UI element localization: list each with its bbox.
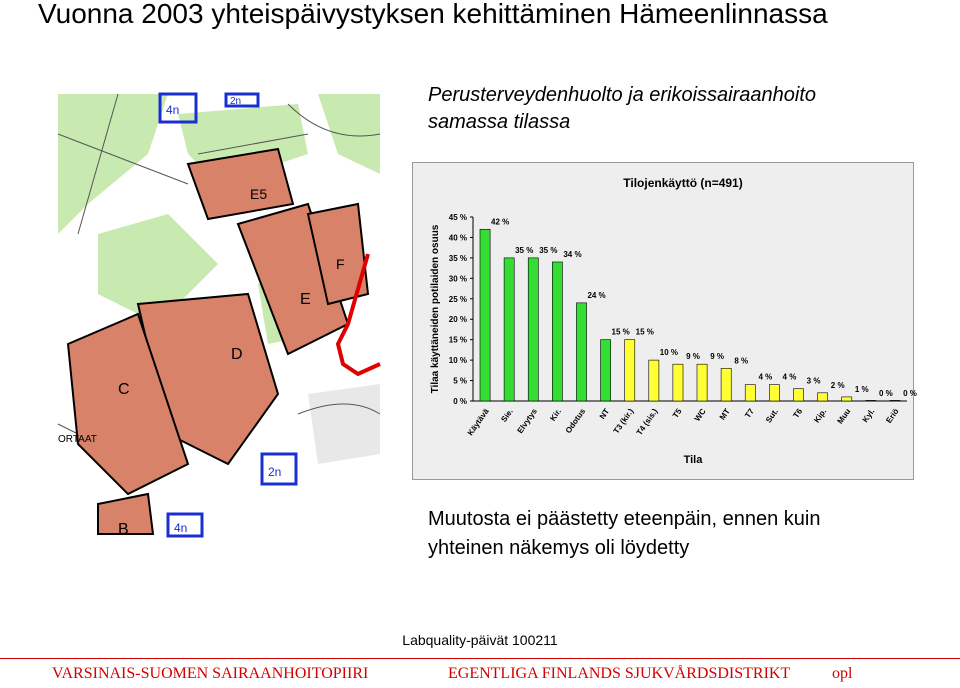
bar	[601, 340, 611, 401]
x-category-label: WC	[692, 406, 708, 424]
x-category-label: Elvytys	[515, 406, 539, 436]
map-side-label: ORTAAT	[58, 434, 97, 445]
x-category-label: NT	[597, 406, 612, 421]
y-tick-label: 5 %	[453, 376, 467, 386]
y-tick-label: 25 %	[448, 294, 467, 304]
bar	[818, 393, 828, 401]
y-tick-label: 0 %	[453, 397, 467, 406]
bar	[721, 368, 731, 401]
bar	[673, 364, 683, 401]
bar	[480, 229, 490, 401]
y-tick-label: 15 %	[448, 335, 467, 345]
bar	[745, 385, 755, 401]
map-label-c: C	[118, 381, 130, 398]
y-tick-label: 20 %	[448, 315, 467, 325]
map-label-f: F	[336, 256, 345, 272]
x-category-label: Sut.	[763, 406, 781, 425]
bar-value-label: 3 %	[806, 376, 821, 386]
map-tag-1: 4n	[166, 103, 180, 117]
x-category-label: Eriö	[884, 406, 901, 425]
slide-subtitle	[428, 82, 908, 136]
x-category-label: MT	[717, 406, 732, 422]
bar-value-label: 0 %	[878, 389, 893, 398]
bar-chart	[413, 163, 917, 479]
y-tick-label: 10 %	[448, 356, 467, 366]
bar-value-label: 4 %	[782, 372, 797, 382]
bar-value-label: 8 %	[734, 356, 749, 366]
bar-value-label: 15 %	[635, 327, 654, 337]
bar-value-label: 42 %	[491, 217, 510, 227]
x-category-label: T5	[670, 406, 684, 420]
footer-left-text: VARSINAIS-SUOMEN SAIRAANHOITOPIIRI	[52, 665, 369, 682]
bar-value-label: 24 %	[587, 290, 606, 300]
hospital-site-map	[58, 94, 380, 538]
note-line-2: yhteinen näkemys oli löydetty	[428, 537, 690, 559]
x-category-label: Sie.	[499, 406, 515, 424]
y-tick-label: 30 %	[448, 274, 467, 284]
map-label-d: D	[231, 346, 243, 363]
bar-value-label: 9 %	[710, 352, 725, 362]
map-tag-3: 2n	[268, 465, 282, 479]
chart-y-axis-label: Tilaa käyttäneiden potilaiden osuus	[430, 224, 441, 394]
chart-title: Tilojenkäyttö (n=491)	[623, 176, 743, 190]
slide-note	[428, 505, 928, 563]
y-tick-label: 40 %	[448, 233, 467, 243]
bar	[842, 397, 852, 401]
x-category-label: Kir.	[548, 406, 564, 423]
parking-area	[308, 384, 380, 464]
bar-value-label: 4 %	[758, 372, 773, 382]
x-category-label: Muu	[835, 406, 853, 426]
bar	[576, 303, 586, 401]
bar	[649, 360, 659, 401]
chart-frame	[412, 162, 917, 480]
bar-value-label: 9 %	[686, 352, 700, 362]
map-label-e5: E5	[250, 186, 268, 202]
y-tick-label: 45 %	[448, 213, 467, 222]
x-category-label: T4 (sis.)	[634, 406, 660, 437]
x-category-label: Käytävä	[465, 406, 491, 438]
bar-value-label: 2 %	[830, 380, 845, 390]
x-category-label: T7	[743, 406, 756, 420]
bar-value-label: 1 %	[854, 384, 869, 394]
bar	[890, 400, 900, 401]
note-line-1: Muutosta ei päästetty eteenpäin, ennen kuin	[428, 508, 821, 530]
x-category-label: Kip.	[812, 406, 829, 425]
map-label-e: E	[300, 291, 311, 308]
bar	[697, 364, 707, 401]
bar	[552, 262, 562, 401]
chart-x-axis-label: Tila	[683, 454, 703, 466]
bar-value-label: 35 %	[539, 245, 558, 255]
bar-value-label: 34 %	[563, 249, 582, 259]
bar-value-label: 0 %	[903, 389, 917, 398]
map-label-b: B	[118, 521, 129, 538]
subtitle-line-2: samassa tilassa	[428, 111, 571, 133]
footer-right-text: opl	[832, 665, 853, 682]
slide-title: Vuonna 2003 yhteispäivystyksen kehittäminen Hämeenlinnassa	[38, 0, 828, 29]
bar	[769, 385, 779, 401]
subtitle-line-1: Perusterveydenhuolto ja erikoissairaanhoito	[428, 84, 817, 106]
bar-value-label: 35 %	[515, 245, 534, 255]
event-label: Labquality-päivät 100211	[402, 632, 558, 648]
bar	[793, 389, 803, 401]
bar-value-label: 15 %	[611, 327, 630, 337]
bar	[625, 340, 635, 401]
bar	[528, 258, 538, 401]
x-category-label: T6	[791, 406, 805, 420]
x-category-label: T3 (kir.)	[611, 406, 636, 436]
footer-middle-text: EGENTLIGA FINLANDS SJUKVÅRDSDISTRIKT	[448, 665, 791, 682]
bar-value-label: 10 %	[659, 348, 679, 358]
y-tick-label: 35 %	[448, 253, 467, 263]
site-map-svg	[58, 94, 380, 538]
bar	[866, 400, 876, 401]
bar	[504, 258, 514, 401]
map-tag-2: 2n	[230, 96, 242, 107]
map-tag-4: 4n	[174, 521, 188, 535]
x-category-label: Kyl.	[860, 406, 877, 425]
x-category-label: Odotus	[563, 406, 588, 436]
